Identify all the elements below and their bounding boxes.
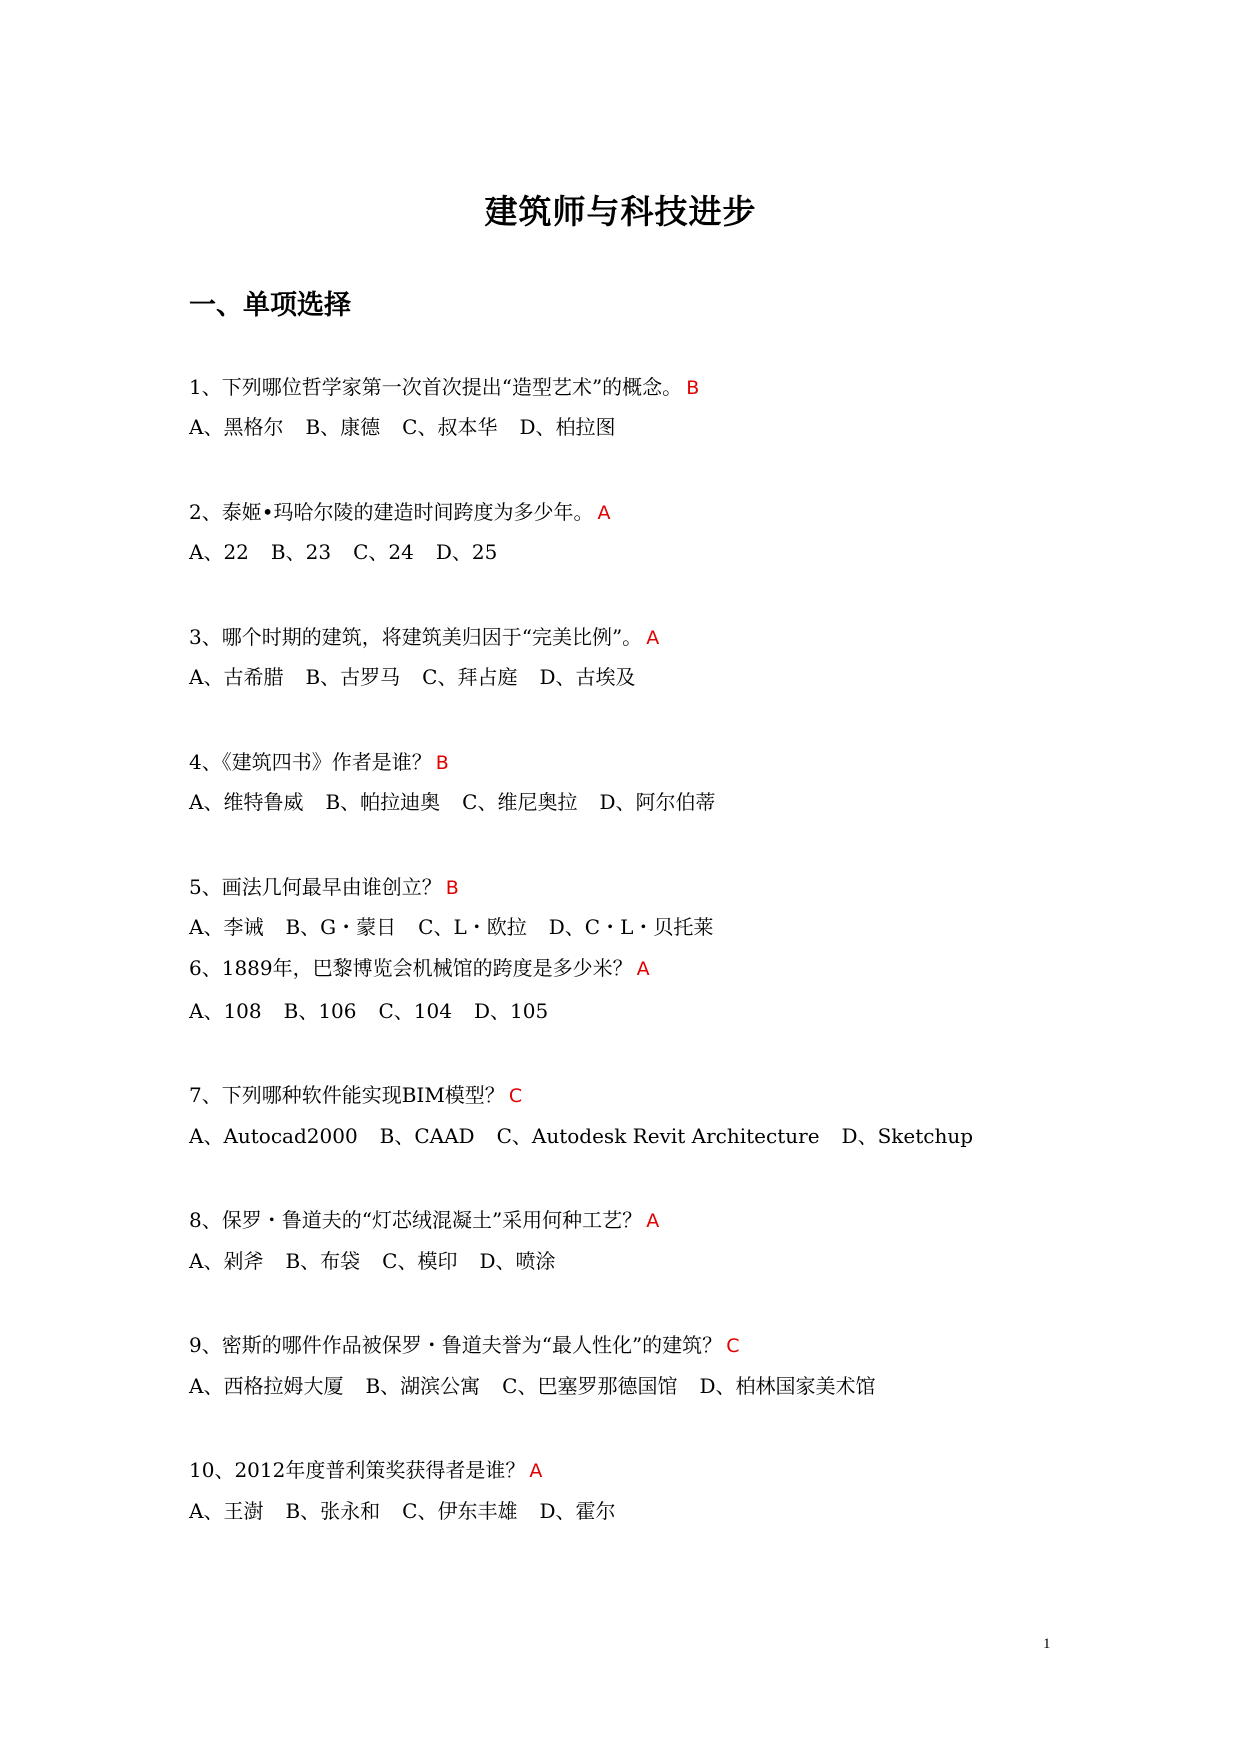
option-b: B、布袋 bbox=[285, 1249, 361, 1273]
question-text: 6、1889年，巴黎博览会机械馆的跨度是多少米？ bbox=[189, 956, 633, 980]
question-7 bbox=[189, 1082, 522, 1109]
option-a: A、108 bbox=[189, 999, 262, 1023]
options-3 bbox=[189, 664, 658, 690]
question-text: 1、下列哪位哲学家第一次首次提出“造型艺术”的概念。 bbox=[189, 375, 683, 399]
option-c: C、维尼奥拉 bbox=[462, 790, 578, 814]
answer-key: C bbox=[508, 1085, 523, 1107]
option-a: A、22 bbox=[189, 540, 249, 564]
question-text: 9、密斯的哪件作品被保罗・鲁道夫誉为“最人性化”的建筑？ bbox=[189, 1333, 723, 1357]
option-b: B、CAAD bbox=[379, 1124, 475, 1148]
option-a: A、王澍 bbox=[189, 1499, 264, 1523]
options-7 bbox=[189, 1123, 995, 1149]
option-b: B、106 bbox=[283, 999, 357, 1023]
options-2 bbox=[189, 539, 519, 565]
section-heading: 一、单项选择 bbox=[189, 290, 351, 321]
question-3 bbox=[189, 624, 659, 651]
option-b: B、古罗马 bbox=[305, 665, 401, 689]
option-c: C、拜占庭 bbox=[422, 665, 518, 689]
option-b: B、康德 bbox=[305, 415, 381, 439]
answer-key: B bbox=[686, 377, 700, 399]
question-1 bbox=[189, 374, 699, 401]
option-a: A、维特鲁威 bbox=[189, 790, 304, 814]
option-c: C、Autodesk Revit Architecture bbox=[496, 1124, 820, 1148]
question-text: 5、画法几何最早由谁创立？ bbox=[189, 875, 442, 899]
question-text: 4、《建筑四书》作者是谁？ bbox=[189, 750, 432, 774]
option-a: A、西格拉姆大厦 bbox=[189, 1374, 344, 1398]
option-b: B、G・蒙日 bbox=[285, 915, 397, 939]
question-2 bbox=[189, 499, 611, 526]
option-b: B、湖滨公寓 bbox=[365, 1374, 481, 1398]
option-d: D、古埃及 bbox=[539, 665, 636, 689]
option-b: B、帕拉迪奥 bbox=[325, 790, 441, 814]
answer-key: C bbox=[726, 1335, 740, 1357]
option-b: B、23 bbox=[270, 540, 332, 564]
page-number: 1 bbox=[1043, 1636, 1051, 1652]
answer-key: A bbox=[597, 502, 611, 524]
option-a: A、Autocad2000 bbox=[189, 1124, 358, 1148]
option-d: D、霍尔 bbox=[539, 1499, 616, 1523]
option-d: D、阿尔伯蒂 bbox=[599, 790, 716, 814]
options-1 bbox=[189, 414, 638, 440]
options-10 bbox=[189, 1498, 638, 1524]
options-4 bbox=[189, 789, 738, 815]
question-8 bbox=[189, 1207, 659, 1234]
answer-key: B bbox=[435, 752, 449, 774]
options-5 bbox=[189, 914, 735, 940]
question-9 bbox=[189, 1332, 739, 1359]
option-c: C、模印 bbox=[382, 1249, 458, 1273]
question-5 bbox=[189, 874, 459, 901]
option-d: D、柏拉图 bbox=[519, 415, 616, 439]
option-c: C、叔本华 bbox=[402, 415, 498, 439]
answer-key: A bbox=[646, 627, 660, 649]
option-a: A、古希腊 bbox=[189, 665, 284, 689]
option-d: D、喷涂 bbox=[479, 1249, 556, 1273]
answer-key: B bbox=[445, 877, 459, 899]
option-d: D、25 bbox=[435, 540, 498, 564]
option-c: C、L・欧拉 bbox=[418, 915, 527, 939]
option-d: D、C・L・贝托莱 bbox=[548, 915, 714, 939]
document-title: 建筑师与科技进步 bbox=[484, 192, 757, 231]
option-a: A、李诫 bbox=[189, 915, 264, 939]
option-c: C、巴塞罗那德国馆 bbox=[502, 1374, 678, 1398]
question-text: 8、保罗・鲁道夫的“灯芯绒混凝土”采用何种工艺？ bbox=[189, 1208, 643, 1232]
question-text: 2、泰姬•玛哈尔陵的建造时间跨度为多少年。 bbox=[189, 500, 594, 524]
answer-key: A bbox=[646, 1210, 660, 1232]
options-6 bbox=[189, 998, 570, 1024]
option-b: B、张永和 bbox=[285, 1499, 381, 1523]
option-d: D、Sketchup bbox=[841, 1124, 974, 1148]
question-text: 10、2012年度普利策奖获得者是谁？ bbox=[189, 1458, 526, 1482]
option-d: D、105 bbox=[473, 999, 549, 1023]
option-c: C、伊东丰雄 bbox=[402, 1499, 518, 1523]
option-a: A、黑格尔 bbox=[189, 415, 284, 439]
question-10 bbox=[189, 1457, 542, 1484]
answer-key: A bbox=[529, 1460, 543, 1482]
question-4 bbox=[189, 749, 449, 776]
options-8 bbox=[189, 1248, 578, 1274]
answer-key: A bbox=[636, 958, 650, 980]
question-text: 7、下列哪种软件能实现BIM模型？ bbox=[189, 1083, 505, 1107]
option-a: A、剁斧 bbox=[189, 1249, 264, 1273]
question-6 bbox=[189, 955, 650, 982]
option-d: D、柏林国家美术馆 bbox=[699, 1374, 876, 1398]
question-text: 3、哪个时期的建筑，将建筑美归因于“完美比例”。 bbox=[189, 625, 643, 649]
option-c: C、24 bbox=[353, 540, 414, 564]
options-9 bbox=[189, 1373, 898, 1399]
option-c: C、104 bbox=[378, 999, 452, 1023]
